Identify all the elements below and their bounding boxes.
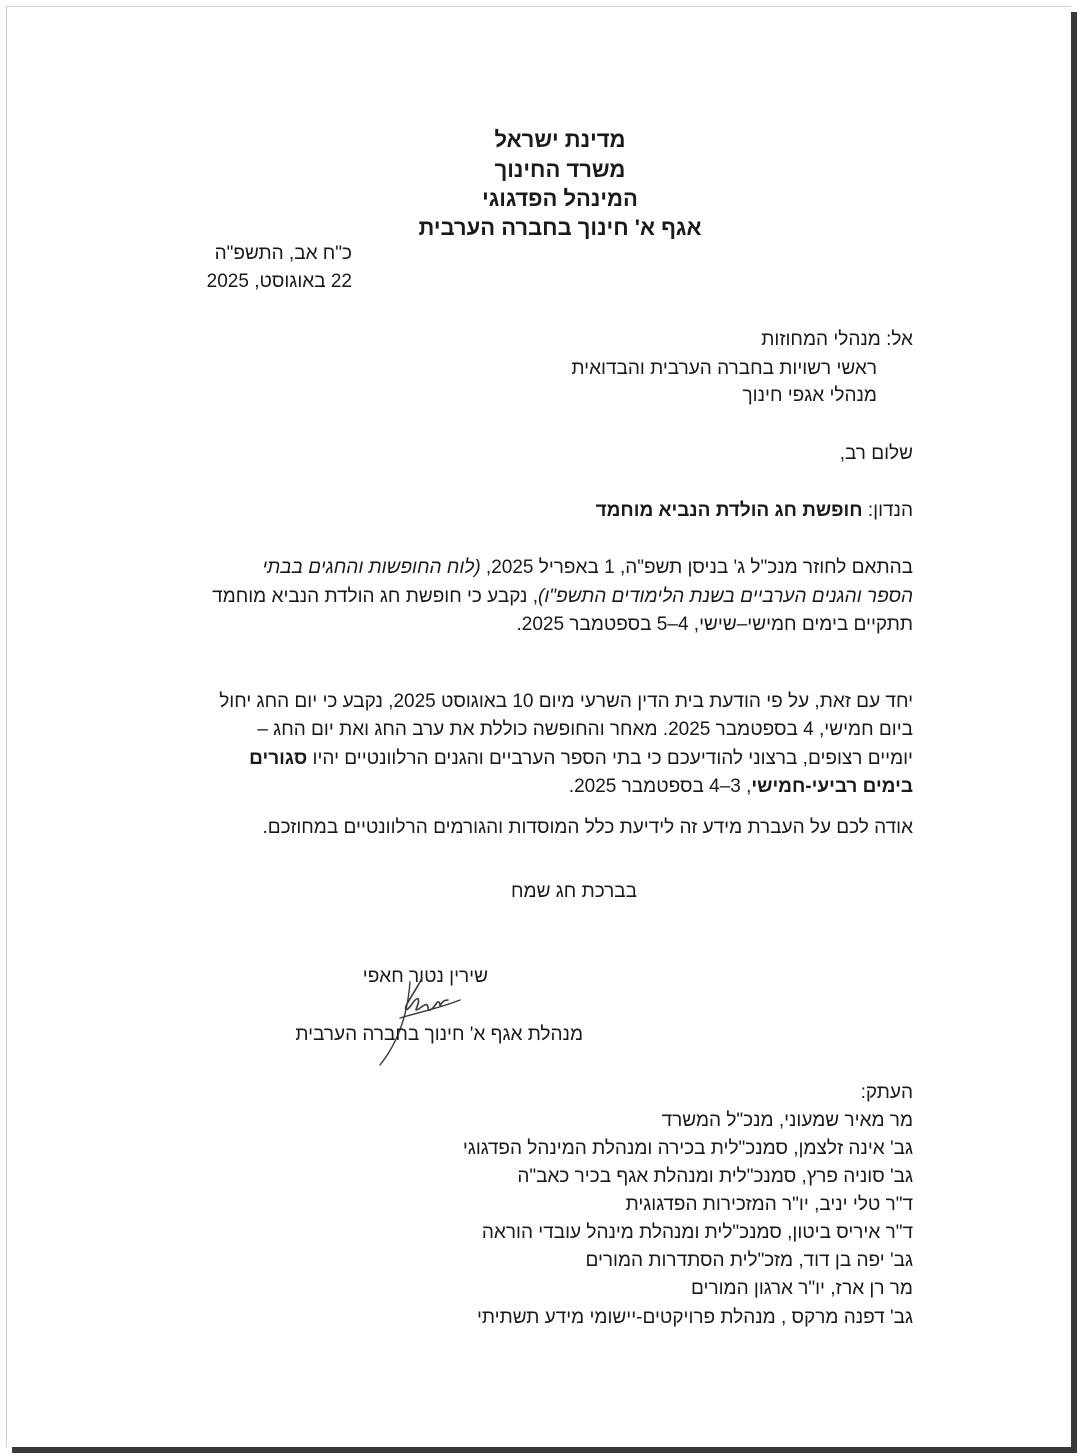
recipient-authorities: ראשי רשויות בחברה הערבית והבדואית <box>571 358 877 379</box>
paragraph1-line2 <box>212 583 913 611</box>
paragraph2-line4 <box>569 773 913 801</box>
paragraph1-text: בהתאם לחוזר מנכ"ל ג' בניסן תשפ"ה, 1 באפריל 2025, <box>480 557 913 578</box>
cc-item: גב' אינה זלצמן, סמנכ"לית בכירה ומנהלת המינהל הפדגוגי <box>462 1138 913 1159</box>
closed-days-emphasis: בימים רביעי-חמישי <box>751 776 913 797</box>
cc-label: העתק: <box>860 1082 913 1103</box>
paragraph2-line3 <box>249 745 913 773</box>
paragraph1-text-cont: , נקבע כי חופשת חג הולדת הנביא מוחמד <box>212 586 539 607</box>
cc-item: ד"ר טלי יניב, יו"ר המזכירות הפדגוגית <box>625 1194 913 1215</box>
paragraph2-text: יומיים רצופים, ברצוני להודיעכם כי בתי הספר הערביים והגנים הרלוונטיים יהיו <box>307 748 913 769</box>
subject-text: חופשת חג הולדת הנביא מוחמד <box>595 500 863 521</box>
circular-title-italic: (לוח החופשות והחגים בבתי <box>262 557 481 578</box>
signatory-title: מנהלת אגף א' חינוך בחברה הערבית <box>295 1024 583 1045</box>
paragraph3: אודה לכם על העברת מידע זה לידיעת כלל המוסדות והגורמים הרלוונטיים במחוזכם. <box>262 817 913 838</box>
header-ministry: משרד החינוך <box>494 157 626 182</box>
paragraph1-line3: תתקיים בימים חמישי–שישי, 4–5 בספטמבר 2025. <box>516 614 913 635</box>
recipient-district-managers: מנהלי המחוזות <box>761 329 881 350</box>
header-administration: המינהל הפדגוגי <box>482 186 638 211</box>
handwritten-signature <box>370 960 480 1070</box>
paragraph2-line2: ביום חמישי, 4 בספטמבר 2025. מאחר והחופשה כוללת את ערב החג ואת יום החג – <box>257 719 913 740</box>
date-gregorian: 22 באוגוסט, 2025 <box>206 271 352 292</box>
cc-item: מר מאיר שמעוני, מנכ"ל המשרד <box>661 1110 913 1131</box>
cc-item: גב' יפה בן דוד, מזכ"לית הסתדרות המורים <box>585 1250 913 1271</box>
cc-item: גב' סוניה פרץ, סמנכ"לית ומנהלת אגף בכיר כאב"ה <box>517 1166 913 1187</box>
closed-emphasis: סגורים <box>249 748 308 769</box>
subject-prefix: הנדון: <box>867 500 913 521</box>
recipient-education-departments: מנהלי אגפי חינוך <box>742 385 877 406</box>
closed-dates: , 3–4 בספטמבר 2025. <box>568 776 752 797</box>
circular-title-italic-cont: הספר והגנים הערביים בשנת הלימודים התשפ"ו) <box>538 586 913 607</box>
header-state: מדינת ישראל <box>494 127 626 152</box>
cc-item: מר רן ארז, יו"ר ארגון המורים <box>691 1278 913 1299</box>
date-hebrew: כ"ח אב, התשפ"ה <box>214 243 352 264</box>
paragraph2-line1: יחד עם זאת, על פי הודעת בית הדין השרעי מיום 10 באוגוסט 2025, נקבע כי יום החג יחול <box>219 691 913 712</box>
closing-blessing: בברכת חג שמח <box>511 881 637 902</box>
signatory-name: שירין נטור חאפי <box>362 966 488 987</box>
paragraph1-line1 <box>262 554 913 582</box>
header-department: אגף א' חינוך בחברה הערבית <box>418 215 702 240</box>
subject-line <box>596 497 913 525</box>
cc-item: גב' דפנה מרקס , מנהלת פרויקטים-יישומי מידע תשתיתי <box>476 1307 913 1328</box>
recipients-first <box>761 326 913 354</box>
recipients-prefix: אל: <box>886 329 913 350</box>
greeting: שלום רב, <box>839 443 913 464</box>
cc-item: ד"ר איריס ביטון, סמנכ"לית ומנהלת מינהל עובדי הוראה <box>481 1222 913 1243</box>
